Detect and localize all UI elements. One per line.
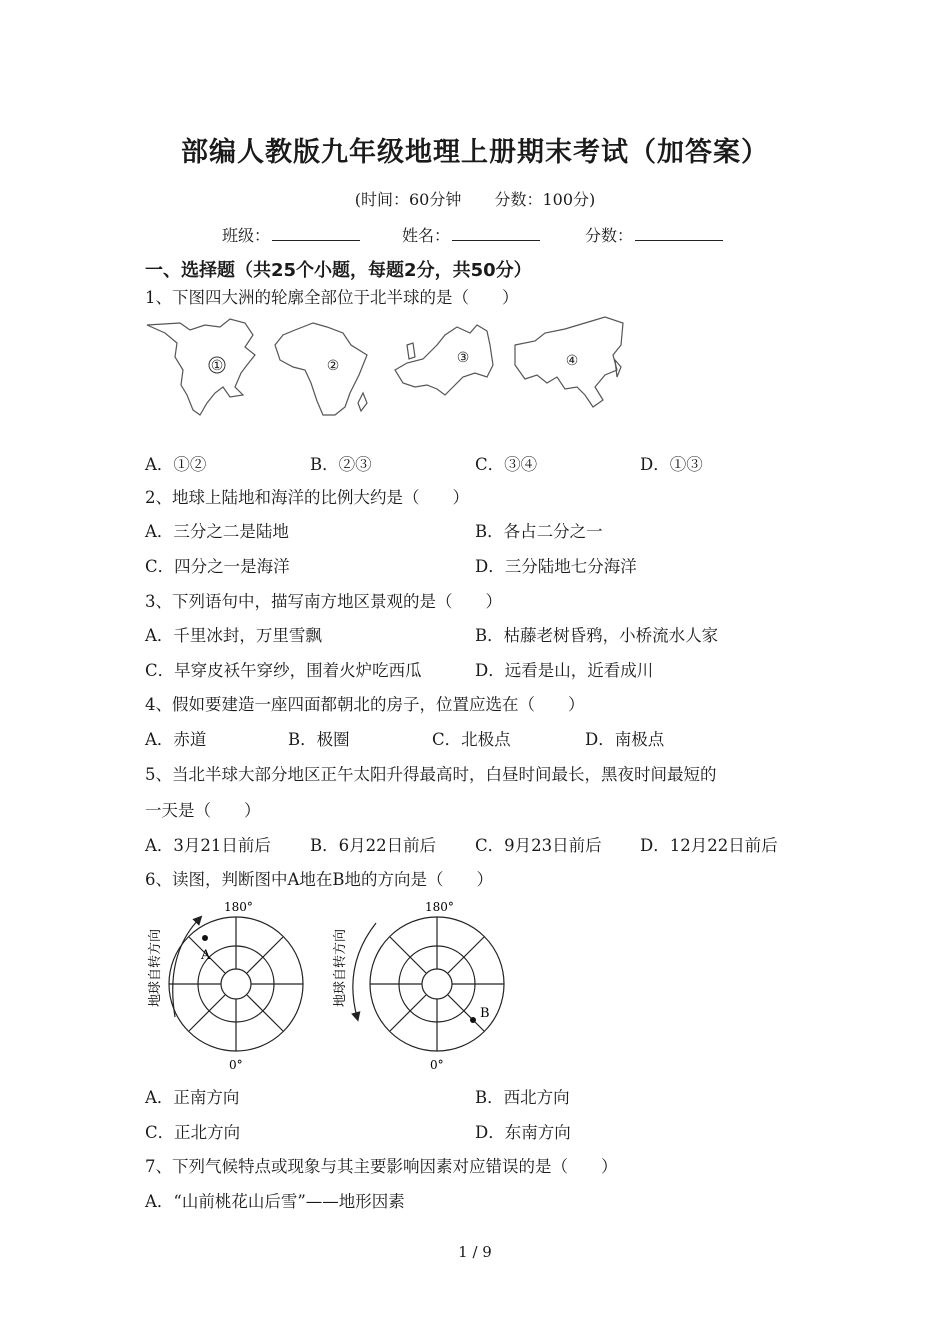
continent-label-1: ① (210, 358, 224, 374)
question-7-option-a[interactable]: A．“山前桃花山后雪”——地形因素 (145, 1192, 405, 1211)
score-field (585, 223, 723, 246)
question-5-stem-line1: 5、当北半球大部分地区正午太阳升得最高时，白昼时间最长，黑夜时间最短的 (145, 765, 717, 784)
question-2-option-a[interactable]: A．三分之二是陆地 (145, 522, 289, 541)
score-blank (635, 226, 723, 241)
class-blank (272, 226, 360, 241)
question-6-stem: 6、读图，判断图中A地在B地的方向是（ ） (145, 870, 494, 889)
question-3-option-b[interactable]: B．枯藤老树昏鸦，小桥流水人家 (475, 626, 719, 645)
question-6-option-d[interactable]: D．东南方向 (475, 1123, 571, 1142)
document-title: 部编人教版九年级地理上册期末考试（加答案） (181, 137, 769, 168)
rotation-arrow-counterclockwise-icon (173, 919, 199, 1017)
question-6-option-c[interactable]: C．正北方向 (145, 1123, 241, 1142)
continent-label-2: ② (326, 358, 340, 374)
question-5-stem-line2: 一天是（ ） (145, 801, 261, 820)
point-a-marker (202, 935, 208, 941)
question-4-option-a[interactable]: A．赤道 (145, 730, 207, 749)
question-5-option-a[interactable]: A．3月21日前后 (145, 836, 271, 855)
name-blank (452, 226, 540, 241)
question-5-option-c[interactable]: C．9月23日前后 (475, 836, 602, 855)
question-2-stem: 2、地球上陆地和海洋的比例大约是（ ） (145, 488, 469, 507)
bottom-meridian-label-left: 0° (229, 1058, 243, 1072)
japan-outline (615, 360, 621, 377)
continent-label-3: ③ (456, 350, 470, 366)
question-1-stem: 1、下图四大洲的轮廓全部位于北半球的是（ ） (145, 288, 519, 307)
top-meridian-label-left: 180° (224, 900, 253, 914)
point-b-label: B (480, 1006, 490, 1021)
point-a-label: A (201, 948, 211, 963)
question-1-option-c[interactable]: C．③④ (475, 455, 538, 474)
exam-time: (时间：60分钟 (354, 190, 462, 209)
question-2-option-c[interactable]: C．四分之一是海洋 (145, 557, 290, 576)
europe-outline (395, 325, 493, 395)
africa-outline (275, 323, 367, 415)
name-field (402, 223, 540, 246)
question-1-option-a[interactable]: A．①② (145, 455, 207, 474)
continent-label-4: ④ (565, 353, 579, 369)
question-5-option-d[interactable]: D．12月22日前后 (640, 836, 778, 855)
name-label: 姓名： (402, 226, 451, 245)
question-1-option-d[interactable]: D．①③ (640, 455, 703, 474)
rotation-label-left: 地球自转方向 (148, 928, 163, 1007)
section-title: 一、选择题（共25个小题，每题2分，共50分） (145, 260, 532, 281)
question-4-option-c[interactable]: C．北极点 (432, 730, 511, 749)
question-5-option-b[interactable]: B．6月22日前后 (310, 836, 437, 855)
continent-outline-figure (145, 315, 625, 430)
question-7-stem: 7、下列气候特点或现象与其主要影响因素对应错误的是（ ） (145, 1157, 618, 1176)
question-2-option-b[interactable]: B．各占二分之一 (475, 522, 603, 541)
top-meridian-label-right: 180° (425, 900, 454, 914)
question-3-option-a[interactable]: A．千里冰封，万里雪飘 (145, 626, 322, 645)
south-polar-diagram (332, 900, 504, 1072)
question-6-option-b[interactable]: B．西北方向 (475, 1088, 570, 1107)
question-6-option-a[interactable]: A．正南方向 (145, 1088, 240, 1107)
class-label: 班级： (222, 226, 271, 245)
bottom-meridian-label-right: 0° (430, 1058, 444, 1072)
madagascar-outline (358, 393, 367, 411)
point-b-marker (470, 1017, 476, 1023)
class-field (222, 223, 360, 246)
question-4-option-d[interactable]: D．南极点 (585, 730, 665, 749)
rotation-label-right: 地球自转方向 (333, 928, 348, 1007)
question-1-option-b[interactable]: B．②③ (310, 455, 372, 474)
north-polar-diagram (147, 900, 303, 1072)
exam-meta (0, 187, 950, 210)
exam-total-score: 分数：100分) (494, 190, 596, 209)
polar-view-figure (145, 895, 515, 1075)
question-4-option-b[interactable]: B．极圈 (288, 730, 350, 749)
british-isles-outline (407, 343, 415, 359)
north-america-outline (147, 319, 255, 415)
question-2-option-d[interactable]: D．三分陆地七分海洋 (475, 557, 637, 576)
page-number: 1 / 9 (458, 1243, 492, 1261)
score-label: 分数： (585, 226, 634, 245)
question-3-option-c[interactable]: C．早穿皮袄午穿纱，围着火炉吃西瓜 (145, 661, 422, 680)
question-4-stem: 4、假如要建造一座四面都朝北的房子，位置应选在（ ） (145, 695, 585, 714)
question-3-option-d[interactable]: D．远看是山，近看成川 (475, 661, 654, 680)
question-3-stem: 3、下列语句中，描写南方地区景观的是（ ） (145, 592, 502, 611)
